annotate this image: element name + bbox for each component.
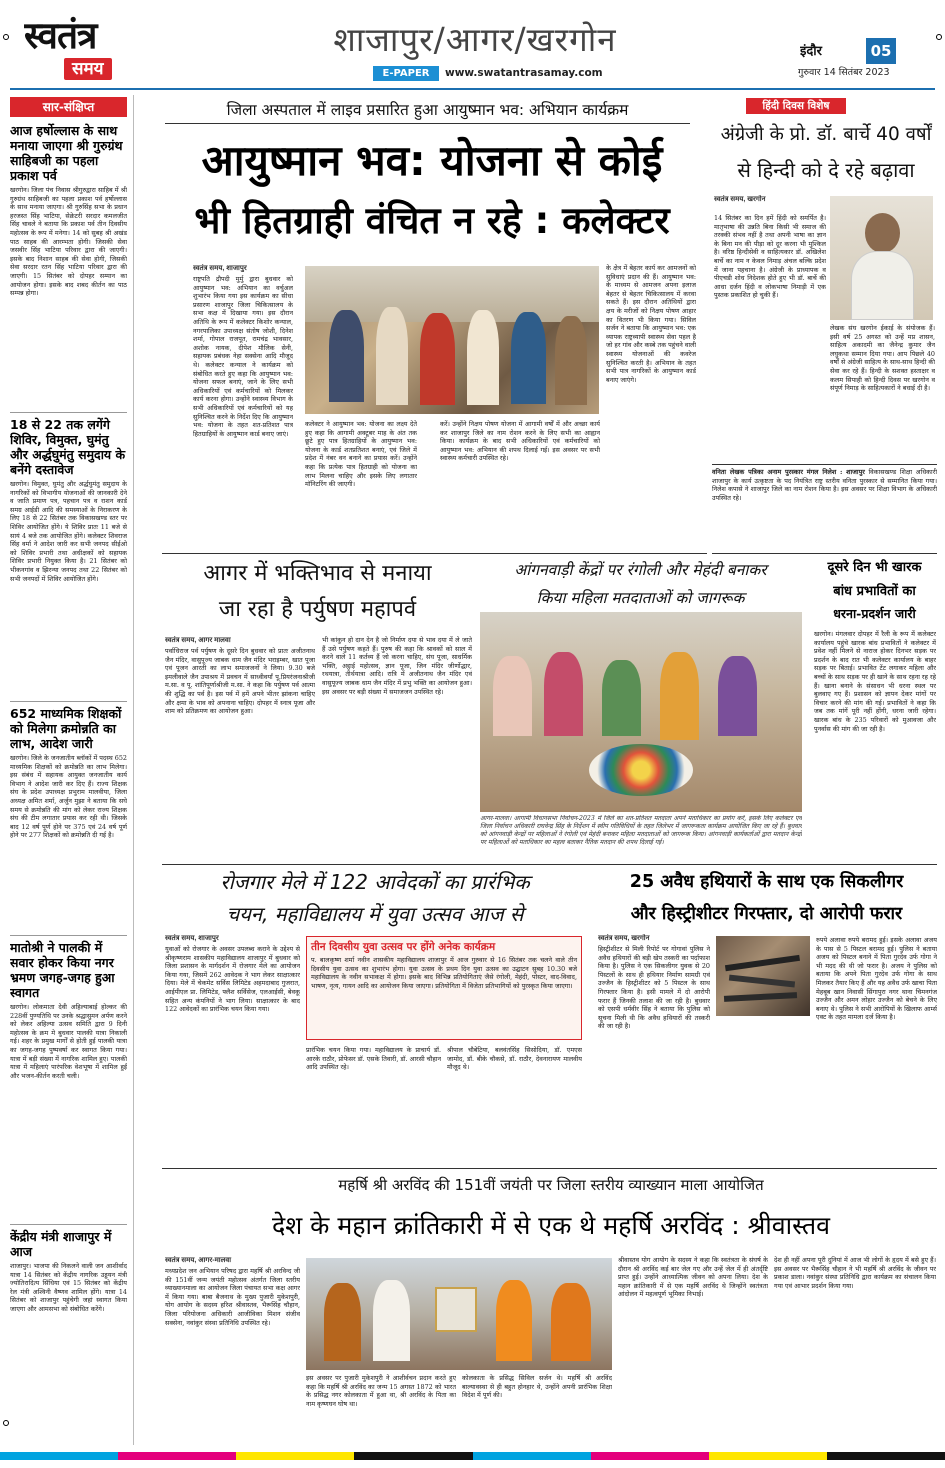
story-headline: अंग्रेजी के प्रो. डॉ. बार्चे 40 वर्षों bbox=[720, 124, 932, 145]
story-headline: देश के महान क्रांतिकारी में से एक थे महर्षि अरविंद : श्रीवास्तव bbox=[271, 1211, 831, 1240]
story-column bbox=[830, 324, 935, 462]
info-box-title: तीन दिवसीय युवा उत्सव पर होंगे अनेक कार्यक्रम bbox=[311, 941, 496, 953]
seized-weapons-photo bbox=[716, 936, 810, 1016]
story-column bbox=[714, 214, 826, 462]
story-column bbox=[606, 264, 696, 549]
brief-item bbox=[10, 706, 127, 936]
sidebar bbox=[10, 95, 134, 1445]
story-kicker: महर्षि श्री अरविंद की 151वीं जयंती पर जिला स्तरीय व्याख्यान माला आयोजित bbox=[338, 1176, 764, 1194]
page-number: 05 bbox=[866, 38, 896, 64]
story-body: रुपये अलावा रुपये बरामद हुई। इसके अलावा अजय के पास से 5 पिस्टल बरामद हुई। पुलिस ने बताया अजय को पिस्टल बनाने में पिता गुरदेव उर्फ गोगा ने भी मदद की थी जो फरार है। अजय ने पुलिस को बताया कि अपने पिता गुरदेव उर्फ गोगा के साथ मिलकर तैयार किए हैं और यह अवैध उर्फ खाचा पिता मेहबूब खान निवासी सिंगापुरा नगर थाना चिमनगंज उज्जैन और अमन लोहार उज्जैन को बेचने के लिए बनाए थे। पुलिस ने सभी आरोपियों के खिलाफ आर्म्स एक्ट के तहत मामला दर्ज किया है। bbox=[816, 936, 937, 1022]
brief-headline: आज हर्षोल्लास के साथ मनाया जाएगा श्री गुरुग्रंथ साहिबजी का पहला प्रकाश पर्व bbox=[10, 123, 123, 183]
epaper-badge: E-PAPER bbox=[373, 66, 439, 81]
story-column bbox=[440, 420, 600, 548]
story-headline: रोजगार मेले में 122 आवेदकों का प्रारंभिक bbox=[220, 870, 530, 894]
story-headline: चयन, महाविद्यालय में युवा उत्सव आज से bbox=[226, 902, 524, 926]
brief-body: खरगोन। विमुक्त, घुमंतु और अर्द्धघुमंतु समुदाय के नागरिकों को विभागीय योजनाओं की जानकारी देने व जाति प्रमाण पत्र, पहचान पत्र व राशन कार्ड समग्र आईडी आदि की समस्याओं के निराकरण के लिए 18 से 22 सितंबर तक विकासखण्ड स्तर पर शिविर आयोजित होंगे। ये शिविर प्रातः 11 बजे से सायं 4 बजे तक आयोजित होंगे। कलेक्टर शिवराज सिंह वर्मा ने आदेश जारी कर सभी जनपद सीईओ को शिविर प्रभारी तथा अधीक्षकों को सहायक शिविर प्रभारी नियुक्त किया है। 21 सितंबर को भीकनगांव व झिरन्या जनपद तथा 22 सितंबर को सभी जनपदों में शिविर आयोजित होंगे। bbox=[10, 480, 127, 583]
registration-mark bbox=[936, 34, 942, 40]
masthead-divider bbox=[10, 88, 935, 90]
story-column bbox=[165, 1256, 300, 1441]
story-body: राष्ट्रपति द्रौपदी मुर्मु द्वारा बुधवार को आयुष्मान भव: अभियान का वर्चुअल शुभारंभ किया गया इस कार्यक्रम का सीधा प्रसारण शाजापुर जिला चिकित्सालय के सभा कक्ष में दिखाया गया। इस दौरान अतिथि के रूप में कलेक्टर किशोर कन्याल, नगरपालिका उपाध्यक्ष संतोष जोशी, दिनेश शर्मा, गोपाल राजपूत, रामचंद्र भावसार, अशोक नायक, दीपेश मौलिक सेनी, सहायक प्रबंधक नेहा सक्सेना आदि मौजूद थे। कलेक्टर कन्याल ने कार्यक्रम को संबोधित करते हुए कहा कि आयुष्मान भव: योजना सफल बनाएं, जाने के लिए सभी अधिकारियों एवं कर्मचारियों को मिलकर कार्य करना होगा। उन्होंने स्वास्थ्य विभाग के सभी अधिकारियों एवं कर्मचारियों को यह सुनिश्चित करने के निर्देश दिए कि आयुष्मान भव: योजना के तहत शत-प्रतिशत पात्र हितग्राहियों के आयुष्मान कार्ड बनाए जाएं। bbox=[193, 275, 293, 438]
story-column bbox=[322, 636, 472, 861]
logo-top: स्वतंत्र bbox=[24, 14, 97, 57]
byline: स्वतंत्र समय, खरगोन bbox=[714, 196, 766, 203]
color-calibration-bar bbox=[0, 1452, 945, 1460]
story-body: भी कांकुन हो दान देन है जो निर्माण दया से भाव दया में ले जाते हैं उसे पर्युषण कहते हैं। पुरुष की कहा कि श्रावकों को साल में करने वाले 11 कर्तव्य हैं जो करना चाहिए, संघ पूजा, साधर्मिक भक्ति, अट्ठाई महोत्सव, ज्ञान पूजा, जिन मंदिर जीर्णोद्धार, रथयात्रा, तीर्थयात्रा आदि। रात्रि में अजीतनाथ जैन मंदिर एवं वासुपूज्य जाबक धाम जैन मंदिर में प्रभु भक्ति का आयोजन हुआ। इस अवसर पर बड़ी संख्या में समाजजन उपस्थित रहे। bbox=[322, 636, 472, 696]
story-headline: किया महिला मतदाताओं को जागरूक bbox=[536, 589, 745, 607]
ayushman-event-photo bbox=[305, 266, 599, 414]
story-column bbox=[305, 420, 417, 548]
story-body: देश ही नहीं अपना पूरी दुनियां में आज भी लोगों के हृदय में बसे हुए हैं। इस अवसर पर भैरूसिंह चौहान ने भी महर्षि श्री अरविंद के जीवन पर प्रकाश डाला। नवांकुर संस्था प्रतिनिधि द्वारा कार्यक्रम का संचालन किया गया एवं आभार प्रदर्शन किया गया। bbox=[774, 1256, 936, 1290]
story-headline: से हिन्दी को दे रहे बढ़ावा bbox=[737, 158, 915, 182]
brief-headline: केंद्रीय मंत्री शाजापुर में आज bbox=[10, 1229, 112, 1259]
story-headline: दूसरे दिन भी खारक bbox=[827, 560, 922, 575]
story-column bbox=[165, 636, 315, 861]
story-body: करें। उन्होंने निक्षय पोषण योजना में आगामी वर्षों में और अच्छा कार्य कर शाजापुर जिले का नाम रोशन करने के लिए सभी का आह्वान किया। कार्यक्रम के बाद सभी अधिकारियों एवं कर्मचारियों को आयुष्मान भव: अभियान की शपथ दिलाई गई। इस अवसर पर सभी स्वास्थ्य कर्मचारी उपस्थित रहे। bbox=[440, 420, 600, 463]
logo-bottom: समय bbox=[64, 58, 112, 80]
story-headline: और हिस्ट्रीशीटर गिरफ्तार, दो आरोपी फरार bbox=[630, 904, 903, 924]
brief-headline: 18 से 22 तक लगेंगे शिविर, विमुक्त, घुमंतु और अर्द्धघुमंतु समुदाय के बनेंगे दस्तावेज bbox=[10, 417, 126, 477]
story-headline: आगर में भक्तिभाव से मनाया bbox=[203, 561, 432, 586]
story-body: कलेक्टर ने आयुष्मान भव: योजना का लक्ष्य देते हुए कहा कि आगामी अक्टूबर माह के अंत तक छूटे हुए पात्र हितग्राहियों के आयुष्मान भव: योजना के कार्ड शतप्रतिशत बनाएं, एवं जिले में प्रदेश में नंबर वन बनाने का प्रयास करें। उन्होंने कहा कि प्रत्येक पात्र हितग्राही को योजना का लाभ मिलना चाहिए और इसके लिए लगातार मॉनिटरिंग की जाएगी। bbox=[305, 420, 417, 489]
brief-body: खरगोन। जिले के जनजातीय ब्लॉकों में पदस्थ 652 माध्यमिक शिक्षकों को क्रमोन्नति का लाभ मिलेगा। इस संबंध में सहायक आयुक्त जनजातीय कार्य विभाग ने आदेश जारी कर दिए हैं। राज्य शिक्षक संघ के प्रदेश उपाध्यक्ष प्रभुराम मालवीया, जिला अध्यक्ष अमित शर्मा, अर्जुन मुझा ने बताया कि सघे समय से क्रमोन्नति की मांग को लेकर राज्य शिक्षक संघ की टीम लगातार प्रयास कर रही थी। जिसके बाद 12 वर्ष पूर्ण होने पर 375 एवं 24 वर्ष पूर्ण होने पर 277 शिक्षकों को क्रमोन्नति दी गई है। bbox=[10, 754, 127, 840]
section-tag: हिंदी दिवस विशेष bbox=[746, 98, 846, 114]
story-body: युवाओं को रोजगार के अवसर उपलब्ध कराने के उद्देश्य से श्रीकृष्णराम शासकीय महाविद्यालय शाजापुर में बुधवार को जिला प्रशासन के मार्गदर्शन में रोजगार मेले का आयोजन किया गया, जिसमें 262 आवेदक ने भाग लेकर साक्षात्कार दिया। मेले में चेकमेट सर्विस लिमिटेड अहमदाबाद गुजरात, आईपीएल प्रा. लिमिटेड, फ्लैश सर्विसेज, एलआईसी, बेवकू सहित अन्य कंपनियों ने भाग लिया। साक्षात्कार के बाद 122 आवेदकों का प्रारंभिक चयन किया गया। bbox=[165, 945, 300, 1014]
registration-mark bbox=[3, 34, 9, 40]
brief-item bbox=[10, 123, 127, 413]
section-divider bbox=[162, 553, 707, 554]
byline: स्वतंत्र समय, आगर-मालवा bbox=[165, 1257, 232, 1264]
story-body: 14 सितंबर का दिन हमें हिंदी को समर्पित है। मातृभाषा की उन्नति बिना किसी भी समाज की तरक्की संभव नहीं है तथा अपनी भाषा का ज्ञान के बिना मन की पीड़ा को दूर करना भी मुश्किल है। वरिष्ठ हिन्दीसेवी व साहित्यकार डॉ. अखिलेश बार्चे का नाम न केवल निमाड़ अंचल बल्कि प्रदेश में जाना पहचाना है। अंग्रेजी के प्राध्यापक व पीएचडी शोध निदेशक होते हुए भी डॉ. बार्चे की आधा दर्जन हिंदी व लोकभाषा निमाड़ी में एक पुस्तक प्रकाशित हो चुकी हैं। bbox=[714, 214, 826, 300]
story-body: श्रीवास्तव योग आयोग के सदस्य ने कहा कि स्वतंत्रता के संघर्ष के दौरान श्री अरविंद कई बार जेल गए और उन्हें जेल में ही अंतर्दृष्टि प्राप्त हुई। उन्होंने आध्यात्मिक जीवन को अपना लिया। देश के महान क्रांतिकारी में से एक महर्षि अरविंद थे जिन्होंने स्वतंत्रता आंदोलन में महत्वपूर्ण भूमिका निभाई। bbox=[618, 1256, 768, 1299]
author-portrait-photo bbox=[830, 196, 933, 320]
story-headline: आंगनवाड़ी केंद्रों पर रंगोली और मेहंदी बनाकर bbox=[514, 561, 767, 579]
city-label: इंदौर bbox=[800, 44, 822, 59]
story-kicker: जिला अस्पताल में लाइव प्रसारित हुआ आयुष्मान भव: अभियान कार्यक्रम bbox=[165, 98, 690, 124]
story-body: कोलकाता के प्रसिद्ध सिविल सर्जन थे। महर्षि श्री अरविंद बाल्यावस्था से ही बहुत होनहार थे, उन्होंने अपनी प्रारंभिक शिक्षा विदेश में पूर्ण की। bbox=[462, 1374, 612, 1400]
story-body: हिस्ट्रीशीटर से मिली रिपोर्ट पर गोगावां पुलिस ने अवैध हथियारों की बड़ी खेप तस्करी का पर्दाफाश किया है। पुलिस ने एक सिकलीगर युवक से 20 पिस्टलों के साथ ही हथियार निर्माण सामग्री एवं उज्जैन के हिस्ट्रीशीटर को 5 पिस्टल के साथ गिरफ्तार किया है। इसी मामले में दो आरोपी फरार हैं जिनकी तलाश की जा रही है। बुधवार को एसपी धर्मवीर सिंह ने बताया कि पुलिस को सूचना मिली थी कि अवैध हथियारों की तस्करी की जा रही है। bbox=[598, 945, 710, 1031]
story-column bbox=[774, 1256, 936, 1442]
photo-caption: आगर-मालवा। आगामी विधानसभा निर्वाचन-2023 में जिले का शत-प्रतिशत मतदाता अपने मताधिकार का प्रयोग करें, इसके लिए कलेक्टर एवं जिला निर्वाचन अधिकारी राघवेन्द्र सिंह के निर्देशन में स्वीप गतिविधियों के तहत जिलेभर में जागरूकता कार्यक्रम आयोजित किए जा रहे हैं। बुधवार को आंगनवाड़ी केन्द्रों पर महिलाओं ने रंगोली एवं मेहंदी बनाकर महिला मतदाताओं को जागरूक किया। आंगनवाड़ी कार्यकर्ताओं द्वारा मतदान केन्द्रों पर महिलाओं को मताधिकार का महत्व बताकर नैतिक मतदान की शपथ दिलाई गई। bbox=[480, 815, 802, 846]
sidebar-header: सार-संक्षिप्त bbox=[10, 97, 127, 117]
story-column bbox=[598, 934, 710, 1164]
info-box-body: प. बालकृष्ण शर्मा नवीन शासकीय महाविद्यालय शाजापुर में आज गुरुवार से 16 सितंबर तक चलने वाले तीन दिवसीय युवा उत्सव का शुभारंभ होगा। युवा उत्सव के प्रथम दिन युवा उत्सव का उद्घाटन सुबह 10.30 बजे महाविद्यालय के नवीन सभाकक्ष में होगा। इसके बाद विभिन्न प्रतियोगिताएं जैसे रंगोली, मेहंदी, पोस्टर, वाद-विवाद, भाषण, नृत्य, गायन आदि का आयोजन किया जाएगा। प्रतियोगिता में विजेता प्रतिभागियों को पुरस्कृत किया जाएगा। bbox=[311, 956, 577, 990]
story-column bbox=[193, 264, 293, 549]
story-body: पर्वाधिराज पर्व पर्युषण के दूसरे दिन बुधवार को प्रातः अजीतनाथ जैन मंदिर, वासुपूज्य जाबक धाम जैन मंदिर भराइम्बर, खात पूजा एवं पूजन आरती का लाभ समाजजनों ने लिया। 9.30 बजे इमलीवाले जैन उपाश्रय में प्रवचन में साध्वीवर्यां पू.प्रियरंजनाश्रीजी म.सा. व पू. शांतिपूर्णाश्रीजी म.सा. ने कहा कि पर्युषण पर्व आत्मा की शुद्धि का पर्व है। इस पर्व में हमें अपने भीतर झांकना चाहिए और क्षमा के भाव को अपनाना चाहिए। दोपहर में स्नात्र पूजा और शाम को प्रतिक्रमण का आयोजन हुआ। bbox=[165, 647, 315, 716]
brief-headline: 652 माध्यमिक शिक्षकों को मिलेगा क्रमोन्नति का लाभ, आदेश जारी bbox=[10, 706, 122, 751]
website-link[interactable]: www.swatantrasamay.com bbox=[445, 67, 603, 79]
story-body: प्रारंभिक चयन किया गया। महाविद्यालय के प्राचार्य डॉ. आरके राठौर, प्रोफेसर डॉ. एसके तिवारी, डॉ. आरसी चौहान आदि उपस्थित रहे। bbox=[306, 1046, 441, 1072]
byline: स्वतंत्र समय, शाजापुर bbox=[165, 935, 219, 942]
story-headline: बांध प्रभावितों का bbox=[833, 584, 916, 599]
story-headline: जा रहा है पर्युषण महापर्व bbox=[218, 597, 417, 622]
section-divider bbox=[712, 553, 937, 554]
info-box bbox=[306, 936, 582, 1040]
story-headline: धरना-प्रदर्शन जारी bbox=[833, 606, 916, 621]
story-body: इस अवसर पर पुजारी मुकेशपुरी ने आशीर्वचन प्रदान करते हुए कहा कि महर्षि श्री अरविंद का जन्म 15 अगस्त 1872 को भारत के प्रसिद्ध नगर कोलकाता में हुआ था, श्री अरविंद के पिता का नाम कृष्णघन घोष था। bbox=[306, 1374, 456, 1408]
brief-headline: मातोश्री ने पालकी में सवार होकर किया नगर भ्रमण जगह-जगह हुआ स्वागत bbox=[10, 940, 115, 1000]
brief-body: शाजापुर। भाजपा की निकलने वाली जन आशीर्वाद यात्रा 14 सितंबर को केंद्रीय नागरिक उड्डयन मंत्री ज्योतिरादित्य सिंधिया एवं 15 सितंबर को केंद्रीय रेल मंत्री अश्विनी वैष्णव शामिल होंगे। यात्रा 14 सितंबर को शाजापुर पहुंचेगी जहां स्वागत किया जाएगा और आमसभा को संबोधित करेंगे। bbox=[10, 1262, 127, 1313]
story-body: खरगोन। मंगलवार दोपहर में रैली के रूप में कलेक्टर कार्यालय पहुंचे खारक बांध प्रभावितों ने कलेक्टर में प्रवेश नहीं मिलने से नाराज होकर दिनभर सड़क पर प्रदर्शन के बाद रात भी कलेक्टर कार्यालय के बाहर सड़क पर बिताई। प्रभावित टेंट लगाकर महिला और बच्चों के साथ सड़क पर ही खाने के साथ रहना रह रहे हैं। खाना बनाने के संसाधन भी धरना स्थल पर बुलवाए गए हैं। प्रशासन को ज्ञापन देकर मांगों पर विचार करने की मांग की गई। प्रभावितों ने कहा कि जब तक मांगें पूरी नहीं होंगी, धरना जारी रहेगा। खारक बांध के 235 परिवारों को मुआवजा और पुनर्वास की मांग की जा रही है। bbox=[814, 630, 936, 733]
brief-item bbox=[10, 1229, 127, 1445]
byline: स्वतंत्र समय, खरगोन bbox=[598, 935, 650, 942]
story-body: श्रीपाल चौबेटिया, बलवंतसिंह सिसोदिया, डॉ. एमएस जामोद, डॉ. बीके चौकसे, डॉ. राठौर, देवनारायण मालवीय मौजूद थे। bbox=[447, 1046, 582, 1072]
note-body: विकासखण्ड शिक्षा अधिकारी शाजापुर के कार्य उत्कृष्टता के पद नियंत्रित राष्ट्र स्तरीय वनिता पुरस्कार से सम्मानित किया गया। निलेश कपासे ने शाजापुर जिले का नाम रोशन किया है। इस अवसर पर शिक्षा विभाग के अधिकारी उपस्थित रहे। bbox=[712, 468, 937, 502]
section-divider bbox=[162, 864, 937, 865]
arvind-event-photo bbox=[306, 1258, 612, 1370]
story-body: मध्यप्रदेश जन अभियान परिषद द्वारा महर्षि श्री अरविन्द जी की 151वीं जन्म जयंती महोत्सव अंतर्गत जिला स्तरीय व्याख्यानमाला का आयोजन जिला पंचायत सभा कक्ष आगर में किया गया। बाबा बैजनाथ के मुख्य पुजारी मुकेशपुरी, योग आयोग के सदस्य हरिश श्रीवास्तव, भैरूसिंह चौहान, जिला परियोजना अधिकारी आजीविका मिशन संजीव सक्सेना, नवांकुर संस्था प्रतिनिधि उपस्थित रहे। bbox=[165, 1267, 300, 1327]
note-label: वनिता लेखक पत्रिका अनाम पुरस्कार मंगल निलेश : शाजापुर bbox=[712, 468, 865, 476]
brief-item bbox=[10, 940, 127, 1225]
edition-title: शाजापुर/आगर/खरगोन bbox=[333, 20, 617, 59]
byline: स्वतंत्र समय, आगर मालवा bbox=[165, 637, 231, 644]
story-column bbox=[165, 934, 300, 1164]
story-column bbox=[816, 936, 937, 1164]
story-column bbox=[814, 630, 936, 862]
section-divider bbox=[712, 464, 937, 465]
story-column bbox=[447, 1046, 582, 1164]
story-column bbox=[306, 1374, 456, 1442]
story-body: के क्षेत्र में बेहतर कार्य कर आमजनों को सुविधाएं प्रदान की हैं। आयुष्मान भव: के माध्यम से आमजन अपना इलाज बेहतर से बेहतर चिकित्सालय में करवा सकते हैं। इस दौरान अतिथियों द्वारा क्षय के मरीजों को निक्षय पोषण आहार का वितरण भी किया गया। सिविल सर्जन ने बताया कि आयुष्मान भव: एक व्यापक राष्ट्रव्यापी स्वास्थ्य सेवा पहल है जो हर गांव और कस्बे तक पहुंचने वाली स्वास्थ्य योजनाओं की कवरेज सुनिश्चित करती है। अभियान के तहत सभी पात्र नागरिकों के आयुष्मान कार्ड बनाए जाएंगे। bbox=[606, 264, 696, 384]
story-body: लेखक संघ खरगोन ईकाई के संयोजक हैं। इसी वर्ष 25 अगस्त को उन्हें मप्र शासन, साहित्य अकादमी का जैनेन्द्र कुमार जैन लघुकथा सम्मान दिया गया। आप पिछले 40 वर्षों से अंग्रेजी साहित्य के साथ-साथ हिन्दी की सेवा कर रहे हैं। हिन्दी के सशक्त हस्ताक्षर व कलम सिपाही को हिन्दी दिवस पर खरगोन व संपूर्ण निमाड़ के साहित्यकारों ने बधाई दी है। bbox=[830, 324, 935, 393]
section-divider bbox=[162, 1168, 937, 1169]
date-label: गुरुवार 14 सितंबर 2023 bbox=[798, 67, 890, 78]
story-headline: भी हितग्राही वंचित न रहे : कलेक्टर bbox=[194, 199, 670, 242]
byline: स्वतंत्र समय, शाजापुर bbox=[193, 265, 247, 272]
story-column bbox=[462, 1374, 612, 1442]
story-headline: 25 अवैध हथियारों के साथ एक सिकलीगर bbox=[629, 872, 904, 892]
news-note bbox=[712, 468, 937, 552]
story-headline: आयुष्मान भव: योजना से कोई bbox=[201, 136, 663, 185]
registration-mark bbox=[3, 1420, 9, 1426]
story-column bbox=[618, 1256, 768, 1442]
anganwadi-rangoli-photo bbox=[480, 612, 802, 812]
story-column bbox=[306, 1046, 441, 1164]
brief-body: खरगोन। जिला पंच निवास श्रीगुरुद्वारा साहिब में श्री गुरुग्रंथ साहिबजी का पहला प्रकाश पर्व हर्षोल्लास के साथ मनाया जाएगा। श्री गुरुसिंह सभा के प्रधान हरजस्त सिंह भाटिया, सेक्रेटरी सरदार कमलजीत सिंह चावले ने बताया कि प्रकाश पर्व तीन दिवसीय महोत्सव के रूप में मनेगा। 14 को सुबह श्री अखंड पाठ साहब की आरम्भता होगी। जिसकी सेवा जसवीर सिंह भाटिया परिवार द्वारा की जाएगी। इसके बाद निशान साहब की सेवा होगी, जिसकी सेवा सरदार रतन सिंह भाटिया परिवार द्वारा की जाएगी। 15 सितंबर को दोपहर सम्मान का आयोजन होगा। इसके बाद शबद कीर्तन का पाठ सम्पन्न होगा। bbox=[10, 186, 127, 298]
brief-body: खरगोन। लोकमाता देवी अहिल्याबाई होल्कर की 228वीं पुण्यतिथि पर उनके श्रद्धासुमन अर्पण करने को लेकर अहिल्या उत्सव समिति द्वारा 9 दिनी महोत्सव के क्रम मे बुधवार पालकी यात्रा निकाली गई। शहर के प्रमुख मार्गों से होती हुई पालकी यात्रा का जगह-जगह पुष्पवर्षा कर स्वागत किया गया। यात्रा में बड़ी संख्या में नागरिक शामिल हुए। पालकी यात्रा में महिलाएं पारंपरिक वेशभूषा में शामिल हुईं और भजन-कीर्तन करती चली। bbox=[10, 1003, 127, 1080]
brief-item bbox=[10, 417, 127, 702]
logo bbox=[24, 14, 164, 86]
